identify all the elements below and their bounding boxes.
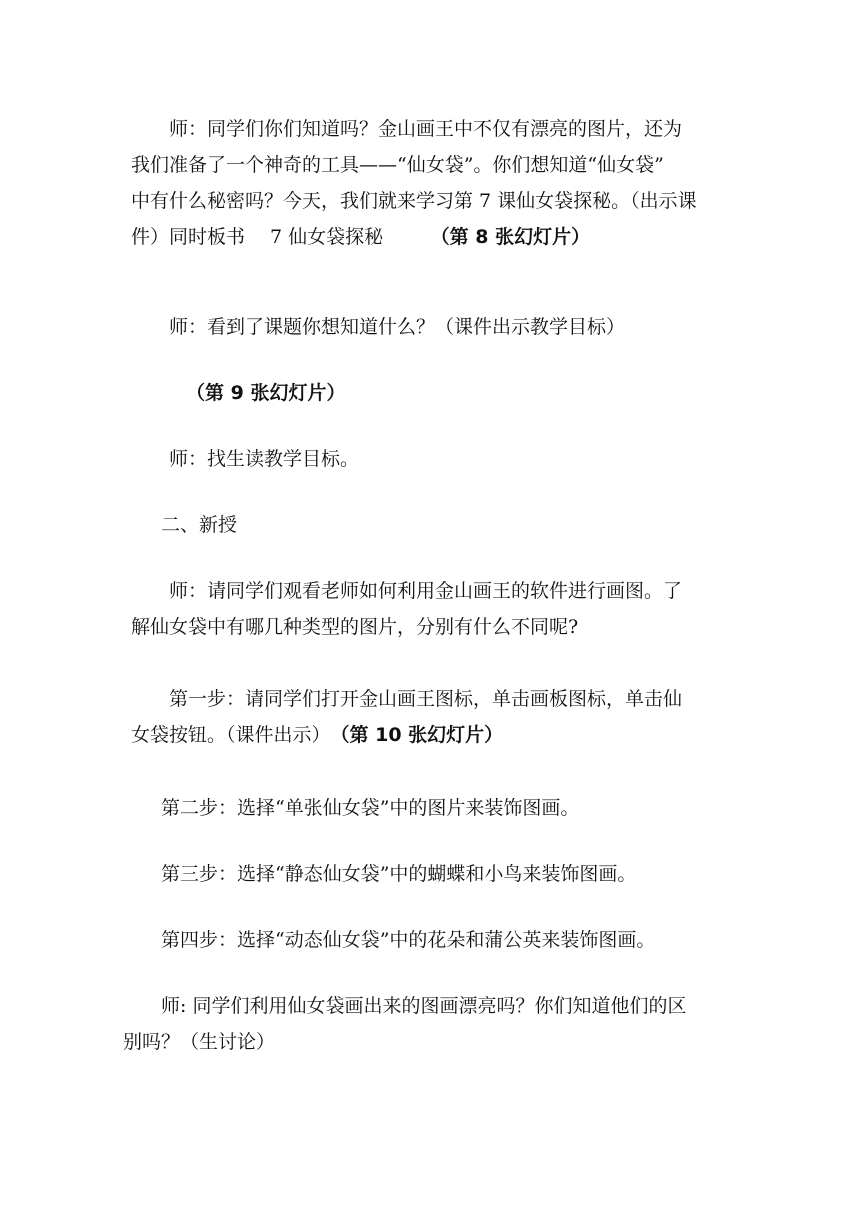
paragraph-step-two bbox=[123, 790, 723, 826]
paragraph-step-one bbox=[131, 681, 731, 753]
slide-reference: （第 8 张幻灯片） bbox=[440, 226, 591, 248]
paragraph-new-lesson bbox=[131, 573, 731, 645]
paragraph-step-four bbox=[123, 922, 723, 958]
text-line-part: 女袋按钮。（课件出示） bbox=[131, 724, 341, 746]
paragraph-intro bbox=[131, 111, 731, 255]
text-line: 我们准备了一个神奇的工具——“仙女袋”。你们想知道“仙女袋” bbox=[131, 154, 664, 176]
text-line-part: 件）同时板书 7 仙女袋探秘 bbox=[131, 226, 441, 248]
text-line: 师：看到了课题你想知道什么？（课件出示教学目标） bbox=[131, 316, 626, 338]
text-line: 师：同学们你们知道吗？金山画王中不仅有漂亮的图片，还为 bbox=[131, 118, 683, 140]
text-line: 中有什么秘密吗？今天，我们就来学习第 7 课仙女袋探秘。（出示课 bbox=[131, 190, 697, 212]
text-line: 师：请同学们观看老师如何利用金山画王的软件进行画图。了 bbox=[131, 580, 683, 602]
section-heading bbox=[123, 507, 723, 543]
paragraph-discussion bbox=[123, 988, 723, 1060]
text-line: 解仙女袋中有哪几种类型的图片，分别有什么不同呢? bbox=[131, 616, 579, 638]
paragraph-question bbox=[131, 309, 731, 345]
text-line: 师：找生读教学目标。 bbox=[131, 448, 360, 470]
paragraph-step-three bbox=[123, 856, 723, 892]
slide-reference: （第 9 张幻灯片） bbox=[186, 382, 346, 404]
paragraph-slide-ref bbox=[186, 375, 786, 411]
slide-reference: （第 10 张幻灯片） bbox=[340, 724, 504, 746]
text-line: 第四步：选择“动态仙女袋”中的花朵和蒲公英来装饰图画。 bbox=[123, 929, 656, 951]
text-line: 第一步：请同学们打开金山画王图标，单击画板图标，单击仙 bbox=[131, 688, 683, 710]
text-line: 第二步：选择“单张仙女袋”中的图片来装饰图画。 bbox=[123, 797, 580, 819]
text-line bbox=[131, 717, 731, 753]
text-line: 二、新授 bbox=[123, 514, 238, 536]
text-line: 别吗？（生讨论） bbox=[123, 1031, 276, 1053]
text-line bbox=[131, 219, 731, 255]
paragraph-read-goals bbox=[131, 441, 731, 477]
text-line: 第三步：选择“静态仙女袋”中的蝴蝶和小鸟来装饰图画。 bbox=[123, 863, 637, 885]
text-line: 师: 同学们利用仙女袋画出来的图画漂亮吗？你们知道他们的区 bbox=[123, 995, 687, 1017]
